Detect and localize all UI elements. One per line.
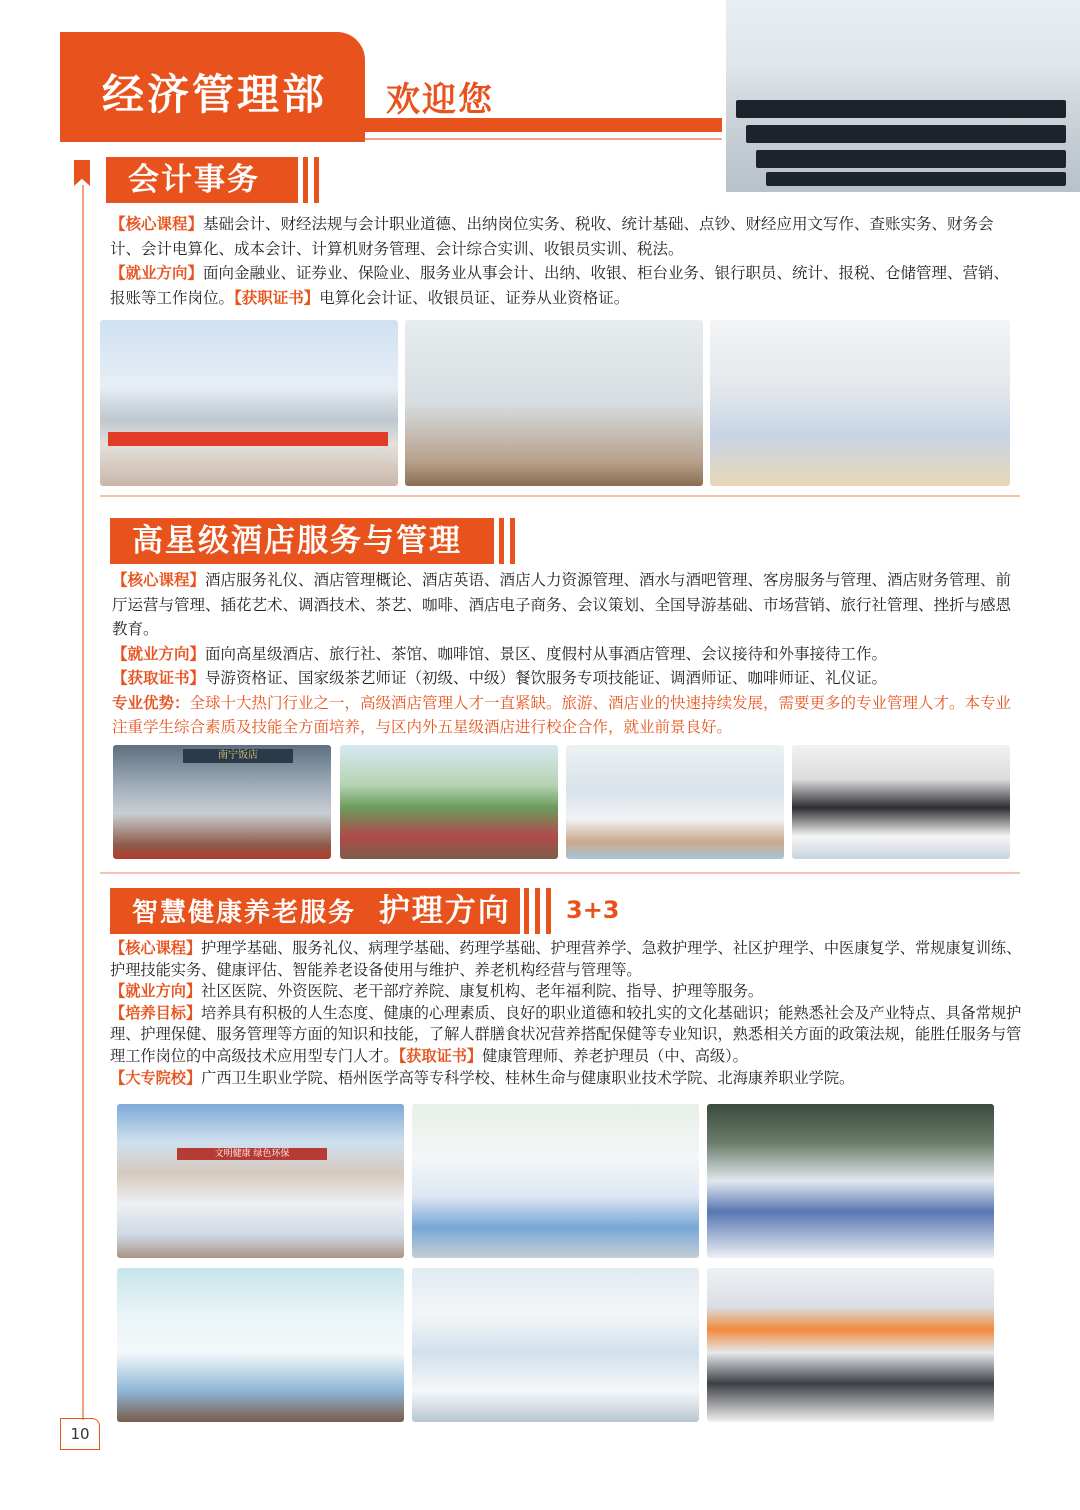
nursing-description <box>110 938 1025 1089</box>
certificate-text: 导游资格证、国家级茶艺师证（初级、中级）餐饮服务专项技能证、调酒师证、咖啡师证、礼仪证。 <box>205 669 888 687</box>
career-text: 社区医院、外资医院、老干部疗养院、康复机构、老年福利院、指导、护理等服务。 <box>201 982 764 1001</box>
campus-slogan: 文明健康 绿色环保 <box>177 1148 327 1160</box>
tea-art-photo <box>566 745 784 859</box>
title-stripes <box>488 518 515 564</box>
welcome-text: 欢迎您 <box>386 80 494 120</box>
section-title-nursing <box>110 888 520 934</box>
goal-tag: 【培养目标】 <box>110 1003 202 1022</box>
core-courses-text: 酒店服务礼仪、酒店管理概论、酒店英语、酒店人力资源管理、酒水与酒吧管理、客房服务与管理、酒店财务管理、前厅运营与管理、插花艺术、调酒技术、茶艺、咖啡、酒店电子商务、会议策划、全国导游基础、市场营销、旅行社管理、挫折与感恩教育。 <box>112 571 1012 638</box>
core-courses-tag: 【核心课程】 <box>110 215 204 233</box>
college-tag: 【大专院校】 <box>110 1068 202 1087</box>
side-guide-line <box>82 185 84 1420</box>
program-badge: 3+3 <box>566 896 620 924</box>
hotel-staff-photo <box>113 745 331 859</box>
nursing-lecture-photo <box>707 1104 994 1258</box>
goal-text: 培养具有积极的人生态度、健康的心理素质、良好的职业道德和较扎实的文化基础识；能熟悉社会及产业特点、具备常规护理、护理保健、服务管理等方面的知识和技能，了解人群膳食状况营养搭配保健等专业知识，熟悉相关方面的政策法规，能胜任服务与管理工作岗位的中高级技术应用型专门人才。 <box>110 1003 1022 1065</box>
nursing-subtitle: 护理方向 <box>378 893 511 929</box>
nursing-group-photo <box>117 1104 404 1258</box>
page-number: 10 <box>60 1418 100 1450</box>
bookmark-icon <box>74 160 90 186</box>
core-courses-text: 基础会计、财经法规与会计职业道德、出纳岗位实务、税收、统计基础、点钞、财经应用文写作、查账实务、财务会计、会计电算化、成本会计、计算机财务管理、会计综合实训、收银员实训、税法。 <box>110 215 994 258</box>
certificate-tag: 【获取证书】 <box>112 669 206 687</box>
certificate-tag: 【获取证书】 <box>398 1046 483 1065</box>
section-divider <box>100 495 1020 497</box>
certificate-text: 健康管理师、养老护理员（中、高级）。 <box>482 1046 748 1065</box>
certificate-tag: 【获职证书】 <box>234 288 320 307</box>
nursing-title: 智慧健康养老服务 <box>132 898 357 928</box>
department-title: 经济管理部 <box>102 70 328 119</box>
career-tag: 【就业方向】 <box>110 264 204 282</box>
nursing-lab-photo <box>412 1268 699 1422</box>
banner <box>108 432 388 446</box>
hotel-uniform-photo <box>340 745 558 859</box>
career-text: 面向金融业、证券业、保险业、服务业从事会计、出纳、收银、柜台业务、银行职员、统计、报税、仓储管理、营销、报账等工作岗位。 <box>110 264 1010 307</box>
nursing-classroom-photo <box>707 1268 994 1422</box>
computer-lab-photo <box>722 0 1080 192</box>
nursing-ward-photo <box>412 1104 699 1258</box>
career-tag: 【就业方向】 <box>112 644 206 663</box>
hotel-description <box>112 568 1022 740</box>
advantage-tag: 专业优势： <box>112 693 190 712</box>
title-stripes <box>292 157 319 203</box>
hotel-sign: 南宁饭店 <box>183 749 293 763</box>
nursing-practice-photo <box>117 1268 404 1422</box>
certificate-text: 电算化会计证、收银员证、证券从业资格证。 <box>319 288 630 307</box>
college-text: 广西卫生职业学院、梧州医学高等专科学校、桂林生命与健康职业技术学院、北海康养职业学院。 <box>201 1068 855 1087</box>
core-courses-tag: 【核心课程】 <box>112 571 206 589</box>
section-title-hotel: 高星级酒店服务与管理 <box>110 518 494 564</box>
accounting-classroom-photo <box>710 320 1010 486</box>
section-title-accounting: 会计事务 <box>106 157 298 203</box>
accounting-meeting-photo <box>405 320 703 486</box>
section-divider <box>100 872 1020 874</box>
title-stripes <box>524 888 551 934</box>
accounting-description <box>110 212 1020 310</box>
core-courses-tag: 【核心课程】 <box>110 939 202 957</box>
advantage-text: 全球十大热门行业之一，高级酒店管理人才一直紧缺。旅游、酒店业的快速持续发展，需要更多的专业管理人才。本专业注重学生综合素质及技能全方面培养，与区内外五星级酒店进行校企合作，就业前景良好。 <box>112 693 1012 736</box>
accounting-group-photo <box>100 320 398 486</box>
career-text: 面向高星级酒店、旅行社、茶馆、咖啡馆、景区、度假村从事酒店管理、会议接待和外事接待工作。 <box>205 644 888 663</box>
core-courses-text: 护理学基础、服务礼仪、病理学基础、药理学基础、护理营养学、急救护理学、社区护理学、中医康复学、常规康复训练、护理技能实务、健康评估、智能养老设备使用与维护、养老机构经营与管理等。 <box>110 939 1022 979</box>
table-setting-photo <box>792 745 1010 859</box>
career-tag: 【就业方向】 <box>110 982 202 1001</box>
